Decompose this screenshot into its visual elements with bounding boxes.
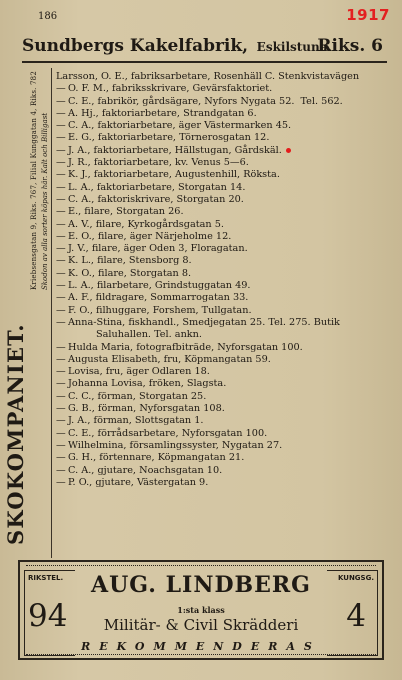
entry-text: L. A., faktoriarbetare, Storgatan 14. [68,181,246,193]
directory-entry [56,219,396,231]
sidebar-advert-title: SKOKOMPANIET. [3,323,28,545]
entry-text: J. A., förman, Slottsgatan 1. [68,415,204,427]
header-location: Eskilstuna. [256,40,332,54]
entry-dash: — [56,120,66,132]
header-riks: Riks. 6 [317,36,383,56]
directory-entry [56,354,396,366]
entry-dash: — [56,243,66,255]
entry-text: Saluhallen. Tel. ankn. [96,329,202,341]
entry-dash: — [56,415,66,427]
page-number: 186 [38,11,58,22]
entry-dash: — [56,464,66,476]
entry-dash: — [56,341,66,353]
directory-entry [56,132,396,144]
entry-text: L. A., filarbetare, Grindstuggatan 49. [68,280,251,292]
directory-entry [56,342,396,354]
entry-text: G. B., förman, Nyforsgatan 108. [68,403,225,415]
directory-entry [56,477,396,489]
ad-recommend: REKOMMENDERAS [81,640,321,653]
directory-entry [56,71,396,83]
entry-dash: — [56,390,66,402]
entry-text: O. F. M., fabriksskrivare, Gevärsfaktoriet. [68,83,273,95]
column-divider [51,68,52,558]
directory-entry [56,231,396,243]
entry-dash: — [56,353,66,365]
directory-entry [56,145,396,157]
ad-right-label: KUNGSG. [337,574,374,582]
entry-telephone: Tel. 562. [300,95,343,107]
ad-top-rule [26,565,376,566]
entry-dash: — [56,218,66,230]
year-label: 1917 [346,6,390,24]
directory-entry [56,440,396,452]
header-rule [22,61,387,63]
entry-text: A. Hj., faktoriarbetare, Strandgatan 6. [68,107,257,119]
directory-entry [56,243,396,255]
directory-entry [56,83,396,95]
directory-entry [56,120,396,132]
ad-business-name: AUG. LINDBERG [91,572,311,598]
entry-text: A. V., filare, Kyrkogårdsgatan 5. [68,218,224,230]
entry-dash: — [56,132,66,144]
directory-entry [56,415,396,427]
entry-text: C. E., fabrikör, gårdsägare, Nyfors Nygata 52. [68,95,295,107]
entry-text: K. J., faktoriarbetare, Augustenhill, Röksta. [68,169,280,181]
entry-dash: — [56,255,66,267]
directory-entry [56,317,396,329]
entry-text: E. G., faktoriarbetare, Törnerosgatan 12. [68,132,270,144]
entry-text: Hulda Maria, fotografbiträde, Nyforsgatan 100. [68,341,303,353]
directory-entry [56,329,396,341]
entry-text: E. O., filare, äger Närjeholme 12. [68,230,232,242]
entry-dash: — [56,157,66,169]
entry-text: Anna-Stina, fiskhandl., Smedjegatan 25. Tel. 275. Butik [68,316,340,328]
directory-entry [56,465,396,477]
entry-text: A. F., fildragare, Sommarrogatan 33. [68,292,249,304]
entry-dash: — [56,193,66,205]
entry-dash: — [56,107,66,119]
entry-text: J. R., faktoriarbetare, kv. Venus 5—6. [68,157,249,169]
directory-entry [56,268,396,280]
entry-text: C. A., gjutare, Noachsgatan 10. [68,464,223,476]
directory-entry [56,428,396,440]
entry-dash: — [56,427,66,439]
directory-entry [56,305,396,317]
directory-entry [56,391,396,403]
entry-dash: — [56,230,66,242]
entry-dash: — [56,181,66,193]
directory-entry [56,403,396,415]
sidebar-advert-slogan: Skodon av alla sorter köpas här. Kalt och Billigast [41,112,49,290]
entry-text: C. A., faktoriarbetare, äger Västermarken 45. [68,120,292,132]
entry-dash: — [56,476,66,488]
entry-text: G. H., förtennare, Köpmangatan 21. [68,452,245,464]
directory-entry [56,378,396,390]
entry-text: J. V., filare, äger Oden 3, Floragatan. [68,243,248,255]
entry-text: Larsson, O. E., fabriksarbetare, Rosenhäll C. Stenkvistavägen [56,71,360,82]
entry-dash: — [56,316,66,328]
page-header [22,36,387,56]
advertisement [18,560,384,660]
entry-text: Lovisa, fru, äger Odlaren 18. [68,366,210,378]
ad-trade: Militär- & Civil Skrädderi [103,616,299,634]
entry-dash: — [56,280,66,292]
entry-dash: — [56,169,66,181]
entry-dash: — [56,292,66,304]
entry-dash: — [56,206,66,218]
directory-entry [56,206,396,218]
entry-text: Wilhelmina, församlingssyster, Nygatan 27. [68,439,283,451]
entry-text: F. O., filhuggare, Forshem, Tullgatan. [68,304,252,316]
entry-dash: — [56,439,66,451]
entry-dash: — [56,366,66,378]
directory-entries [56,71,396,489]
entry-dash: — [56,378,66,390]
directory-entry [56,182,396,194]
entry-dash: — [56,144,66,156]
ad-left-number: 94 [28,598,68,634]
entry-text: C. A., faktoriskrivare, Storgatan 20. [68,193,244,205]
directory-entry [56,280,396,292]
directory-entry [56,194,396,206]
ad-subtitle: 1:sta klass [177,605,225,615]
entry-dash: — [56,83,66,95]
directory-entry [56,96,396,108]
header-company: Sundbergs Kakelfabrik, [22,36,249,56]
red-mark-dot [286,148,291,153]
directory-entry [56,292,396,304]
ad-bottom-rule [26,654,376,655]
directory-entry [56,366,396,378]
entry-text: C. C., förman, Storgatan 25. [68,390,207,402]
entry-dash: — [56,304,66,316]
directory-entry [56,157,396,169]
entry-text: C. E., förrådsarbetare, Nyforsgatan 100. [68,427,268,439]
entry-text: K. L., filare, Stensborg 8. [68,255,192,267]
ad-right-number: 4 [346,598,366,634]
directory-entry [56,169,396,181]
entry-dash: — [56,267,66,279]
entry-text: J. A., faktoriarbetare, Hällstugan, Gårdskäl. [68,144,282,156]
entry-dash: — [56,95,66,107]
ad-left-label: RIKSTEL. [28,574,64,582]
entry-text: Johanna Lovisa, fröken, Slagsta. [68,378,227,390]
directory-entry [56,255,396,267]
entry-dash: — [56,452,66,464]
directory-entry [56,108,396,120]
entry-text: P. O., gjutare, Västergatan 9. [68,476,209,488]
directory-entry [56,452,396,464]
entry-text: E., filare, Storgatan 26. [68,206,184,218]
entry-text: Augusta Elisabeth, fru, Köpmangatan 59. [68,353,271,365]
entry-text: K. O., filare, Storgatan 8. [68,267,192,279]
entry-dash: — [56,403,66,415]
sidebar-advert-address: Kriebsensgatan 9, Riks. 767, Filial Kunggatan 4, Riks. 782 [30,71,38,290]
